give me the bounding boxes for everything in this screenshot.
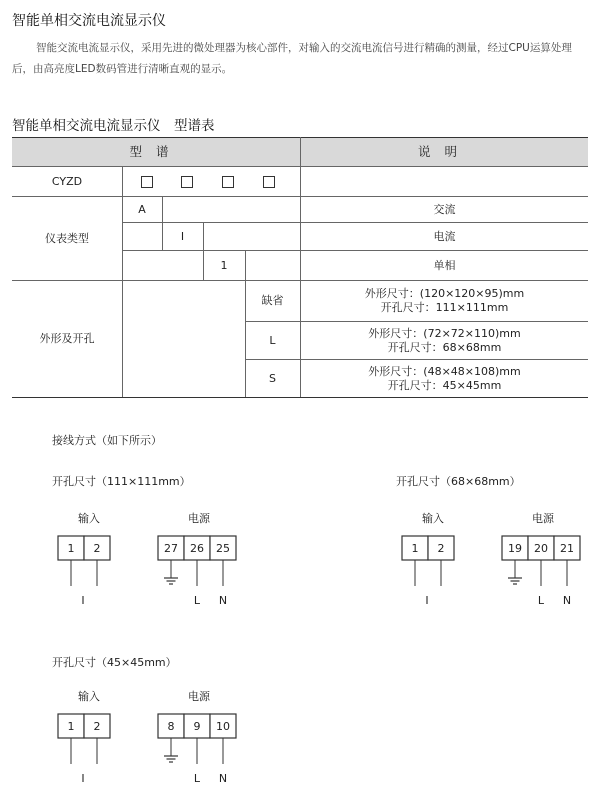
terminal-number: 1 bbox=[411, 542, 419, 555]
cyzd-label: CYZD bbox=[51, 174, 83, 188]
shape-label: 外形及开孔 bbox=[39, 332, 95, 345]
input-signal-label: I bbox=[425, 594, 429, 607]
line-l-label: L bbox=[193, 772, 201, 785]
terminal-number: 25 bbox=[216, 542, 230, 555]
terminal-number: 2 bbox=[437, 542, 445, 555]
header-description: 说明 bbox=[301, 137, 588, 166]
wiring-title: 接线方式（如下所示） bbox=[52, 434, 162, 447]
terminal-number: 26 bbox=[190, 542, 204, 555]
power-label: 电源 bbox=[188, 690, 210, 703]
line-n-label: N bbox=[562, 594, 572, 607]
shape-l-outline: 外形尺寸：(72×72×110)mm bbox=[368, 326, 521, 340]
input-label: 输入 bbox=[78, 690, 100, 703]
shape-default-cutout: 开孔尺寸：111×111mm bbox=[380, 301, 509, 314]
terminal-number: 21 bbox=[560, 542, 574, 555]
input-signal-label: I bbox=[81, 594, 85, 607]
line-l-label: L bbox=[193, 594, 201, 607]
code-a: A bbox=[138, 202, 146, 216]
product-description: 智能交流电流显示仪，采用先进的微处理器为核心部件，对输入的交流电流信号进行精确的测量，经过CPU运算处理后，由高亮度LED数码管进行清晰直观的显示。 bbox=[12, 42, 572, 75]
terminal-number: 2 bbox=[93, 542, 101, 555]
cutout-size-label: 开孔尺寸（68×68mm） bbox=[396, 475, 521, 488]
table-title: 智能单相交流电流显示仪 型谱表 bbox=[12, 118, 215, 134]
option-s: S bbox=[269, 371, 276, 385]
line-l-label: L bbox=[537, 594, 545, 607]
line-n-label: N bbox=[218, 772, 228, 785]
line-n-label: N bbox=[218, 594, 228, 607]
terminal-number: 9 bbox=[193, 720, 201, 733]
desc-current: 电流 bbox=[433, 229, 456, 243]
terminal-number: 2 bbox=[93, 720, 101, 733]
input-label: 输入 bbox=[78, 512, 100, 525]
desc-single-phase: 单相 bbox=[433, 258, 456, 272]
terminal-number: 1 bbox=[67, 542, 75, 555]
ground-icon bbox=[164, 756, 178, 762]
header-model: 型谱 bbox=[12, 137, 300, 166]
shape-s-outline: 外形尺寸：(48×48×108)mm bbox=[368, 364, 521, 378]
terminal-number: 10 bbox=[216, 720, 230, 733]
terminal-number: 27 bbox=[164, 542, 178, 555]
input-label: 输入 bbox=[422, 512, 444, 525]
desc-ac: 交流 bbox=[433, 202, 456, 216]
power-label: 电源 bbox=[188, 512, 210, 525]
page-title: 智能单相交流电流显示仪 bbox=[12, 13, 166, 29]
cutout-size-label: 开孔尺寸（111×111mm） bbox=[52, 475, 191, 488]
power-label: 电源 bbox=[532, 512, 554, 525]
shape-s-cutout: 开孔尺寸：45×45mm bbox=[387, 378, 502, 392]
shape-default-outline: 外形尺寸：(120×120×95)mm bbox=[364, 287, 525, 300]
terminal-number: 8 bbox=[167, 720, 175, 733]
code-1: 1 bbox=[220, 258, 228, 272]
terminal-number: 20 bbox=[534, 542, 548, 555]
cutout-size-label: 开孔尺寸（45×45mm） bbox=[52, 656, 177, 669]
option-l: L bbox=[269, 333, 276, 347]
code-i: I bbox=[180, 229, 185, 243]
terminal-number: 19 bbox=[508, 542, 522, 555]
shape-l-cutout: 开孔尺寸：68×68mm bbox=[387, 340, 502, 354]
terminal-number: 1 bbox=[67, 720, 75, 733]
input-signal-label: I bbox=[81, 772, 85, 785]
option-default: 缺省 bbox=[261, 294, 284, 307]
meter-type-label: 仪表类型 bbox=[45, 231, 89, 245]
